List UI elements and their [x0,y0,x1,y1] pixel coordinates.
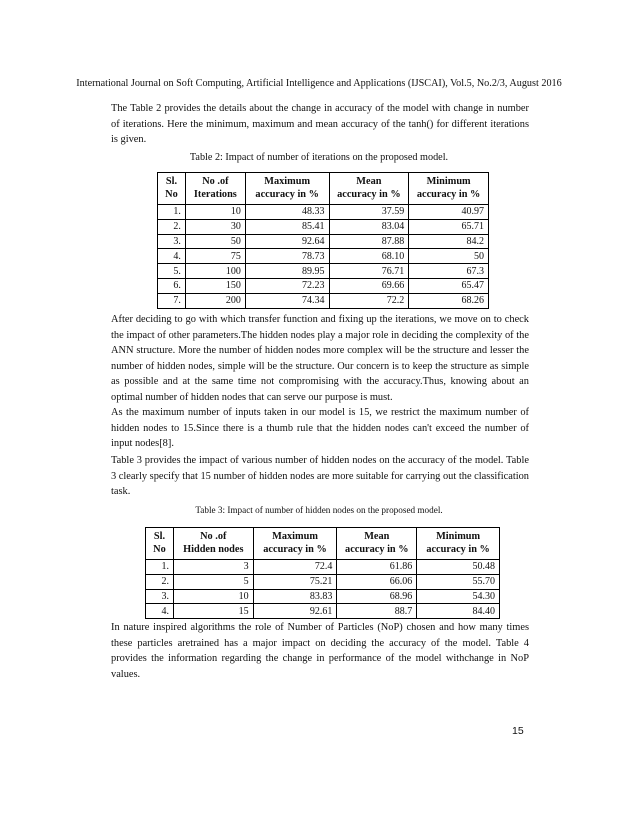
table-cell: 37.59 [329,205,409,220]
table-cell: 3. [146,589,174,604]
table-cell: 68.96 [337,589,417,604]
table-cell: 75.21 [253,574,337,589]
table-cell: 68.10 [329,249,409,264]
table-cell: 67.3 [409,264,489,279]
column-header-line: Mean [356,176,382,187]
table-row [146,589,500,604]
table-cell: 40.97 [409,205,489,220]
table-cell: 84.40 [417,604,500,619]
table-cell: 74.34 [245,293,329,308]
column-header [146,528,174,560]
table-cell: 89.95 [245,264,329,279]
column-header-line: Sl. [165,176,178,187]
column-header [173,528,253,560]
table-row [146,574,500,589]
column-header-line: Hidden nodes [183,543,244,555]
table-cell: 61.86 [337,560,417,575]
table3-caption: Table 3: Impact of number of hidden nodes on the proposed model. [195,505,443,515]
table-row [158,205,489,220]
table2-caption: Table 2: Impact of number of iterations on the proposed model. [189,152,449,163]
column-header-line: No [165,188,178,200]
table-cell: 100 [185,264,245,279]
table-row [158,219,489,234]
column-header-line: No [153,543,166,555]
table-cell: 50.48 [417,560,500,575]
table-cell: 65.47 [409,278,489,293]
column-header [158,173,186,205]
column-header [409,173,489,205]
column-header-line: accuracy in % [255,188,319,200]
table-cell: 69.66 [329,278,409,293]
column-header [329,173,409,205]
table-cell: 15 [173,604,253,619]
table-header-row [158,173,489,205]
paragraph-nop: In nature inspired algorithms the role of Number of Particles (NoP) chosen and how many times these particles aretrained has a major impact on deciding the accuracy of the model. Table 4 provides the information regarding the change in performance of the model withchange in NoP values. [111,622,529,680]
paragraph-table3-intro: Table 3 provides the impact of various number of hidden nodes on the accuracy of the model. Table 3 clearly specify that 15 number of hidden nodes are more suitable for carrying out the classification task. [111,455,529,498]
table-cell: 88.7 [337,604,417,619]
column-header [417,528,500,560]
table-cell: 54.30 [417,589,500,604]
table-cell: 50 [185,234,245,249]
table-cell: 87.88 [329,234,409,249]
table-row [146,604,500,619]
column-header-line: accuracy in % [426,543,490,555]
column-header [185,173,245,205]
table-cell: 78.73 [245,249,329,264]
table-cell: 10 [185,205,245,220]
table-cell: 6. [158,278,186,293]
table-cell: 7. [158,293,186,308]
table-cell: 92.61 [253,604,337,619]
table-cell: 1. [158,205,186,220]
table-cell: 48.33 [245,205,329,220]
column-header [245,173,329,205]
table-cell: 85.41 [245,219,329,234]
column-header-line: Minimum [426,176,471,187]
page-number: 15 [512,725,524,737]
table-cell: 4. [158,249,186,264]
column-header-line: accuracy in % [416,188,481,200]
table-cell: 83.04 [329,219,409,234]
table-cell: 76.71 [329,264,409,279]
table-cell: 72.2 [329,293,409,308]
table-cell: 92.64 [245,234,329,249]
column-header-line: Maximum [264,176,311,187]
table-cell: 3. [158,234,186,249]
table-row [146,560,500,575]
table-cell: 75 [185,249,245,264]
column-header-line: accuracy in % [337,188,401,200]
column-header-line: Mean [364,531,390,542]
table-cell: 2. [158,219,186,234]
table-cell: 1. [146,560,174,575]
table-row [158,249,489,264]
column-header-line: Sl. [153,531,166,542]
column-header-line: Iterations [193,188,237,200]
table2-iterations [157,172,489,309]
table-cell: 65.71 [409,219,489,234]
table3-hidden-nodes [145,527,500,619]
table-cell: 84.2 [409,234,489,249]
table-cell: 150 [185,278,245,293]
table-cell: 68.26 [409,293,489,308]
table-cell: 10 [173,589,253,604]
table-cell: 2. [146,574,174,589]
table-cell: 5 [173,574,253,589]
table-row [158,293,489,308]
paragraph-table2-intro: The Table 2 provides the details about the change in accuracy of the model with change in number of iterations. Here the minimum, maximum and mean accuracy of the tanh() for different iterations is given. [111,103,529,146]
column-header [253,528,337,560]
table-cell: 55.70 [417,574,500,589]
table-cell: 72.4 [253,560,337,575]
table-row [158,234,489,249]
column-header-line: Minimum [436,531,481,542]
column-header-line: accuracy in % [263,543,327,555]
table-cell: 4. [146,604,174,619]
table-cell: 200 [185,293,245,308]
column-header-line: No .of [200,531,227,542]
table-cell: 83.83 [253,589,337,604]
paragraph-hidden-nodes: After deciding to go with which transfer function and fixing up the iterations, we move on to check the impact of other parameters.The hidden nodes play a major role in deciding the complexity of the ANN structure. More the number of hidden nodes more complex will be the structure and lesser the number of hidden nodes, simple will be the structure. Our concern is to keep the structure as simple as possible and at the same time not compromising with the accuracy.Thus, knowing about an optimal number of hidden nodes that can serve our purpose is must. [111,314,529,403]
table-cell: 30 [185,219,245,234]
table-cell: 66.06 [337,574,417,589]
table-cell: 5. [158,264,186,279]
column-header-line: accuracy in % [345,543,409,555]
journal-header: International Journal on Soft Computing, Artificial Intelligence and Applications (IJSCAI), Vol.5, No.2/3, August 2016 [76,78,562,89]
paragraph-max-inputs: As the maximum number of inputs taken in our model is 15, we restrict the maximum number of hidden nodes to 15.Since there is a thumb rule that the hidden nodes can't exceed the number of input nodes[8]. [111,407,529,450]
column-header [337,528,417,560]
table-row [158,264,489,279]
table-cell: 50 [409,249,489,264]
column-header-line: No .of [202,176,229,187]
table-cell: 3 [173,560,253,575]
column-header-line: Maximum [272,531,318,542]
table-header-row [146,528,500,560]
table-cell: 72.23 [245,278,329,293]
table-row [158,278,489,293]
